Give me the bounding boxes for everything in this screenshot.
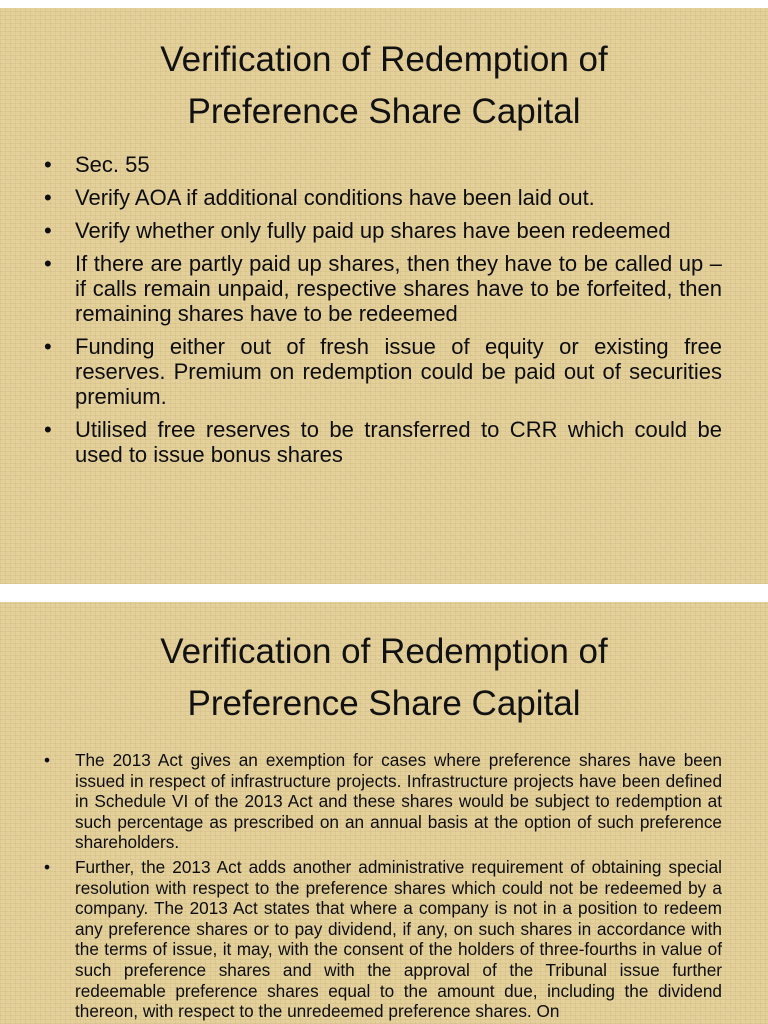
slide-title bbox=[0, 8, 768, 138]
slide-title-line: Verification of Redemption of bbox=[160, 40, 608, 79]
bullet-text: Utilised free reserves to be transferred to CRR which could be used to issue bonus shares bbox=[75, 417, 722, 467]
bullet-item bbox=[0, 857, 768, 1022]
bullet-text: Funding either out of fresh issue of equity or existing free reserves. Premium on redemption could be paid out of securities premium. bbox=[75, 334, 722, 409]
slide-title-line: Preference Share Capital bbox=[187, 92, 581, 131]
bullet-item bbox=[0, 334, 768, 409]
slide-title bbox=[0, 602, 768, 730]
slide-1 bbox=[0, 8, 768, 584]
bullet-item bbox=[0, 417, 768, 467]
bullet-item bbox=[0, 152, 768, 177]
slide-2 bbox=[0, 602, 768, 1024]
bullet-icon: • bbox=[44, 185, 52, 210]
bullet-text: Further, the 2013 Act adds another administrative requirement of obtaining special resolution with respect to the preference shares which could not be redeemed by a company. The 2013 Act states that where a company is not in a position to redeem any preference shares or to pay dividend, if any, on such shares in accordance with the terms of issue, it may, with the consent of the holders of three-fourths in value of such preference shares and with the approval of the Tribunal issue further redeemable preference shares equal to the amount due, including the dividend thereon, with respect to the unredeemed preference shares. On bbox=[75, 856, 722, 1022]
slide-title-line: Verification of Redemption of bbox=[160, 632, 608, 671]
bullet-text: The 2013 Act gives an exemption for cases where preference shares have been issued in respect of infrastructure projects. Infrastructure projects have been defined in Schedule VI of the 2013 Act and these shares would be subject to redemption at such percentage as prescribed on an annual basis at the option of such preference shareholders. bbox=[75, 750, 722, 853]
bullet-icon: • bbox=[44, 750, 51, 770]
bullet-text: Sec. 55 bbox=[75, 152, 150, 177]
bullet-icon: • bbox=[44, 417, 52, 442]
bullet-text: If there are partly paid up shares, then they have to be called up – if calls remain unpaid, respective shares have to be forfeited, then remaining shares have to be redeemed bbox=[75, 251, 722, 326]
bullet-text: Verify whether only fully paid up shares have been redeemed bbox=[75, 218, 671, 243]
bullet-item bbox=[0, 185, 768, 210]
bullet-list bbox=[0, 152, 768, 467]
slide-title-line: Preference Share Capital bbox=[187, 684, 581, 723]
bullet-item bbox=[0, 750, 768, 853]
bullet-icon: • bbox=[44, 251, 52, 276]
bullet-item bbox=[0, 251, 768, 326]
bullet-list bbox=[0, 750, 768, 1022]
bullet-text: Verify AOA if additional conditions have been laid out. bbox=[75, 185, 595, 210]
bullet-icon: • bbox=[44, 334, 52, 359]
bullet-icon: • bbox=[44, 856, 51, 877]
bullet-item bbox=[0, 218, 768, 243]
bullet-icon: • bbox=[44, 218, 52, 243]
bullet-icon: • bbox=[44, 152, 52, 177]
